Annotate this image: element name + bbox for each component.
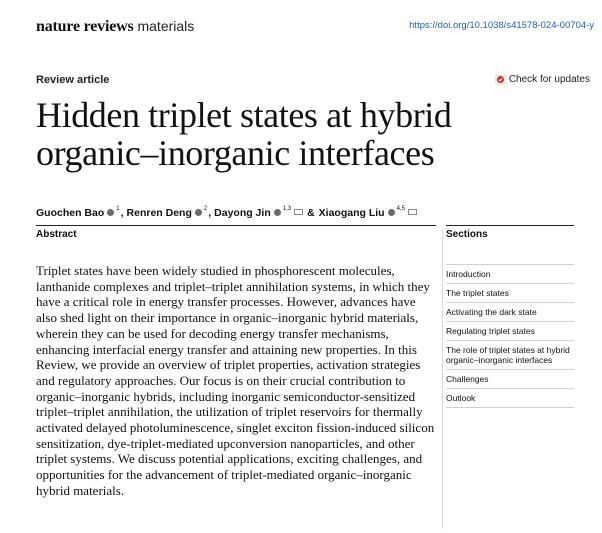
section-link-activating-dark-state[interactable]: Activating the dark state	[446, 302, 574, 321]
article-title: Hidden triplet states at hybrid organic–inorganic interfaces	[36, 95, 452, 173]
journal-brand: nature reviews	[36, 18, 134, 35]
journal-subtitle: materials	[137, 18, 195, 34]
orcid-icon[interactable]	[107, 209, 114, 216]
author-name[interactable]: Dayong Jin	[214, 207, 271, 219]
orcid-icon[interactable]	[388, 209, 395, 216]
affiliation-sup: 1,3	[282, 206, 292, 212]
affiliation-sup: 1	[116, 206, 120, 212]
section-link-regulating-triplet-states[interactable]: Regulating triplet states	[446, 321, 574, 340]
section-link-challenges[interactable]: Challenges	[446, 369, 574, 388]
author-name[interactable]: Guochen Bao	[36, 207, 105, 219]
affiliation-sup: 2	[203, 206, 208, 212]
divider	[36, 225, 436, 226]
article-type-label: Review article	[36, 74, 110, 86]
check-updates-label: Check for updates	[508, 74, 590, 85]
check-updates-button[interactable]	[495, 74, 590, 85]
author-ampersand: &	[307, 207, 315, 219]
journal-header	[36, 16, 194, 37]
divider	[446, 225, 574, 226]
section-link-introduction[interactable]: Introduction	[446, 264, 574, 283]
abstract-heading: Abstract	[36, 229, 77, 240]
check-updates-icon	[495, 74, 506, 85]
doi-link[interactable]: https://doi.org/10.1038/s41578-024-00704-y	[409, 20, 594, 31]
sections-panel	[446, 229, 574, 408]
author-name[interactable]: Xiaogang Liu	[318, 207, 385, 219]
section-link-role-of-triplet-states[interactable]: The role of triplet states at hybrid organic–inorganic interfaces	[446, 340, 574, 369]
column-divider	[442, 229, 443, 529]
section-link-triplet-states[interactable]: The triplet states	[446, 283, 574, 302]
section-link-outlook[interactable]: Outlook	[446, 388, 574, 408]
author-list: Guochen Bao 1 , Renren Deng 2 , Dayong Jin 1,3 & Xiaogang Liu 4,5	[36, 207, 417, 219]
affiliation-sup: 4,5	[396, 206, 405, 212]
sections-heading: Sections	[446, 229, 488, 240]
email-icon[interactable]	[408, 209, 417, 215]
abstract-text: Triplet states have been widely studied in phosphorescent molecules, lanthanide complexes and triplet–triplet annihilation systems, in which they have a critical role in energy transfer processes. However, advances have also shed light on their importance in organic–inorganic hybrid materials, wherein they can be used for decoding energy transfer mechanisms, enhancing interfacial energy transfer and attaining new properties. In this Review, we provide an overview of triplet properties, activation strategies and regulatory approaches. Our focus is on their crucial contribution to organic–inorganic hybrids, including inorganic semiconductor-sensitized triplet–triplet annihilation, the utilization of triplet reservoirs for thermally activated delayed photoluminescence, singlet exciton fission-induced silicon sensitization, dye-triplet-mediated upconversion nanoparticles, and other triplet systems. We discuss potential applications, exciting challenges, and opportunities for the advancement of triplet-mediated organic–inorganic hybrid materials.	[36, 263, 435, 498]
email-icon[interactable]	[294, 209, 303, 215]
orcid-icon[interactable]	[274, 209, 281, 216]
author-name[interactable]: Renren Deng	[126, 207, 192, 219]
orcid-icon[interactable]	[195, 209, 202, 216]
